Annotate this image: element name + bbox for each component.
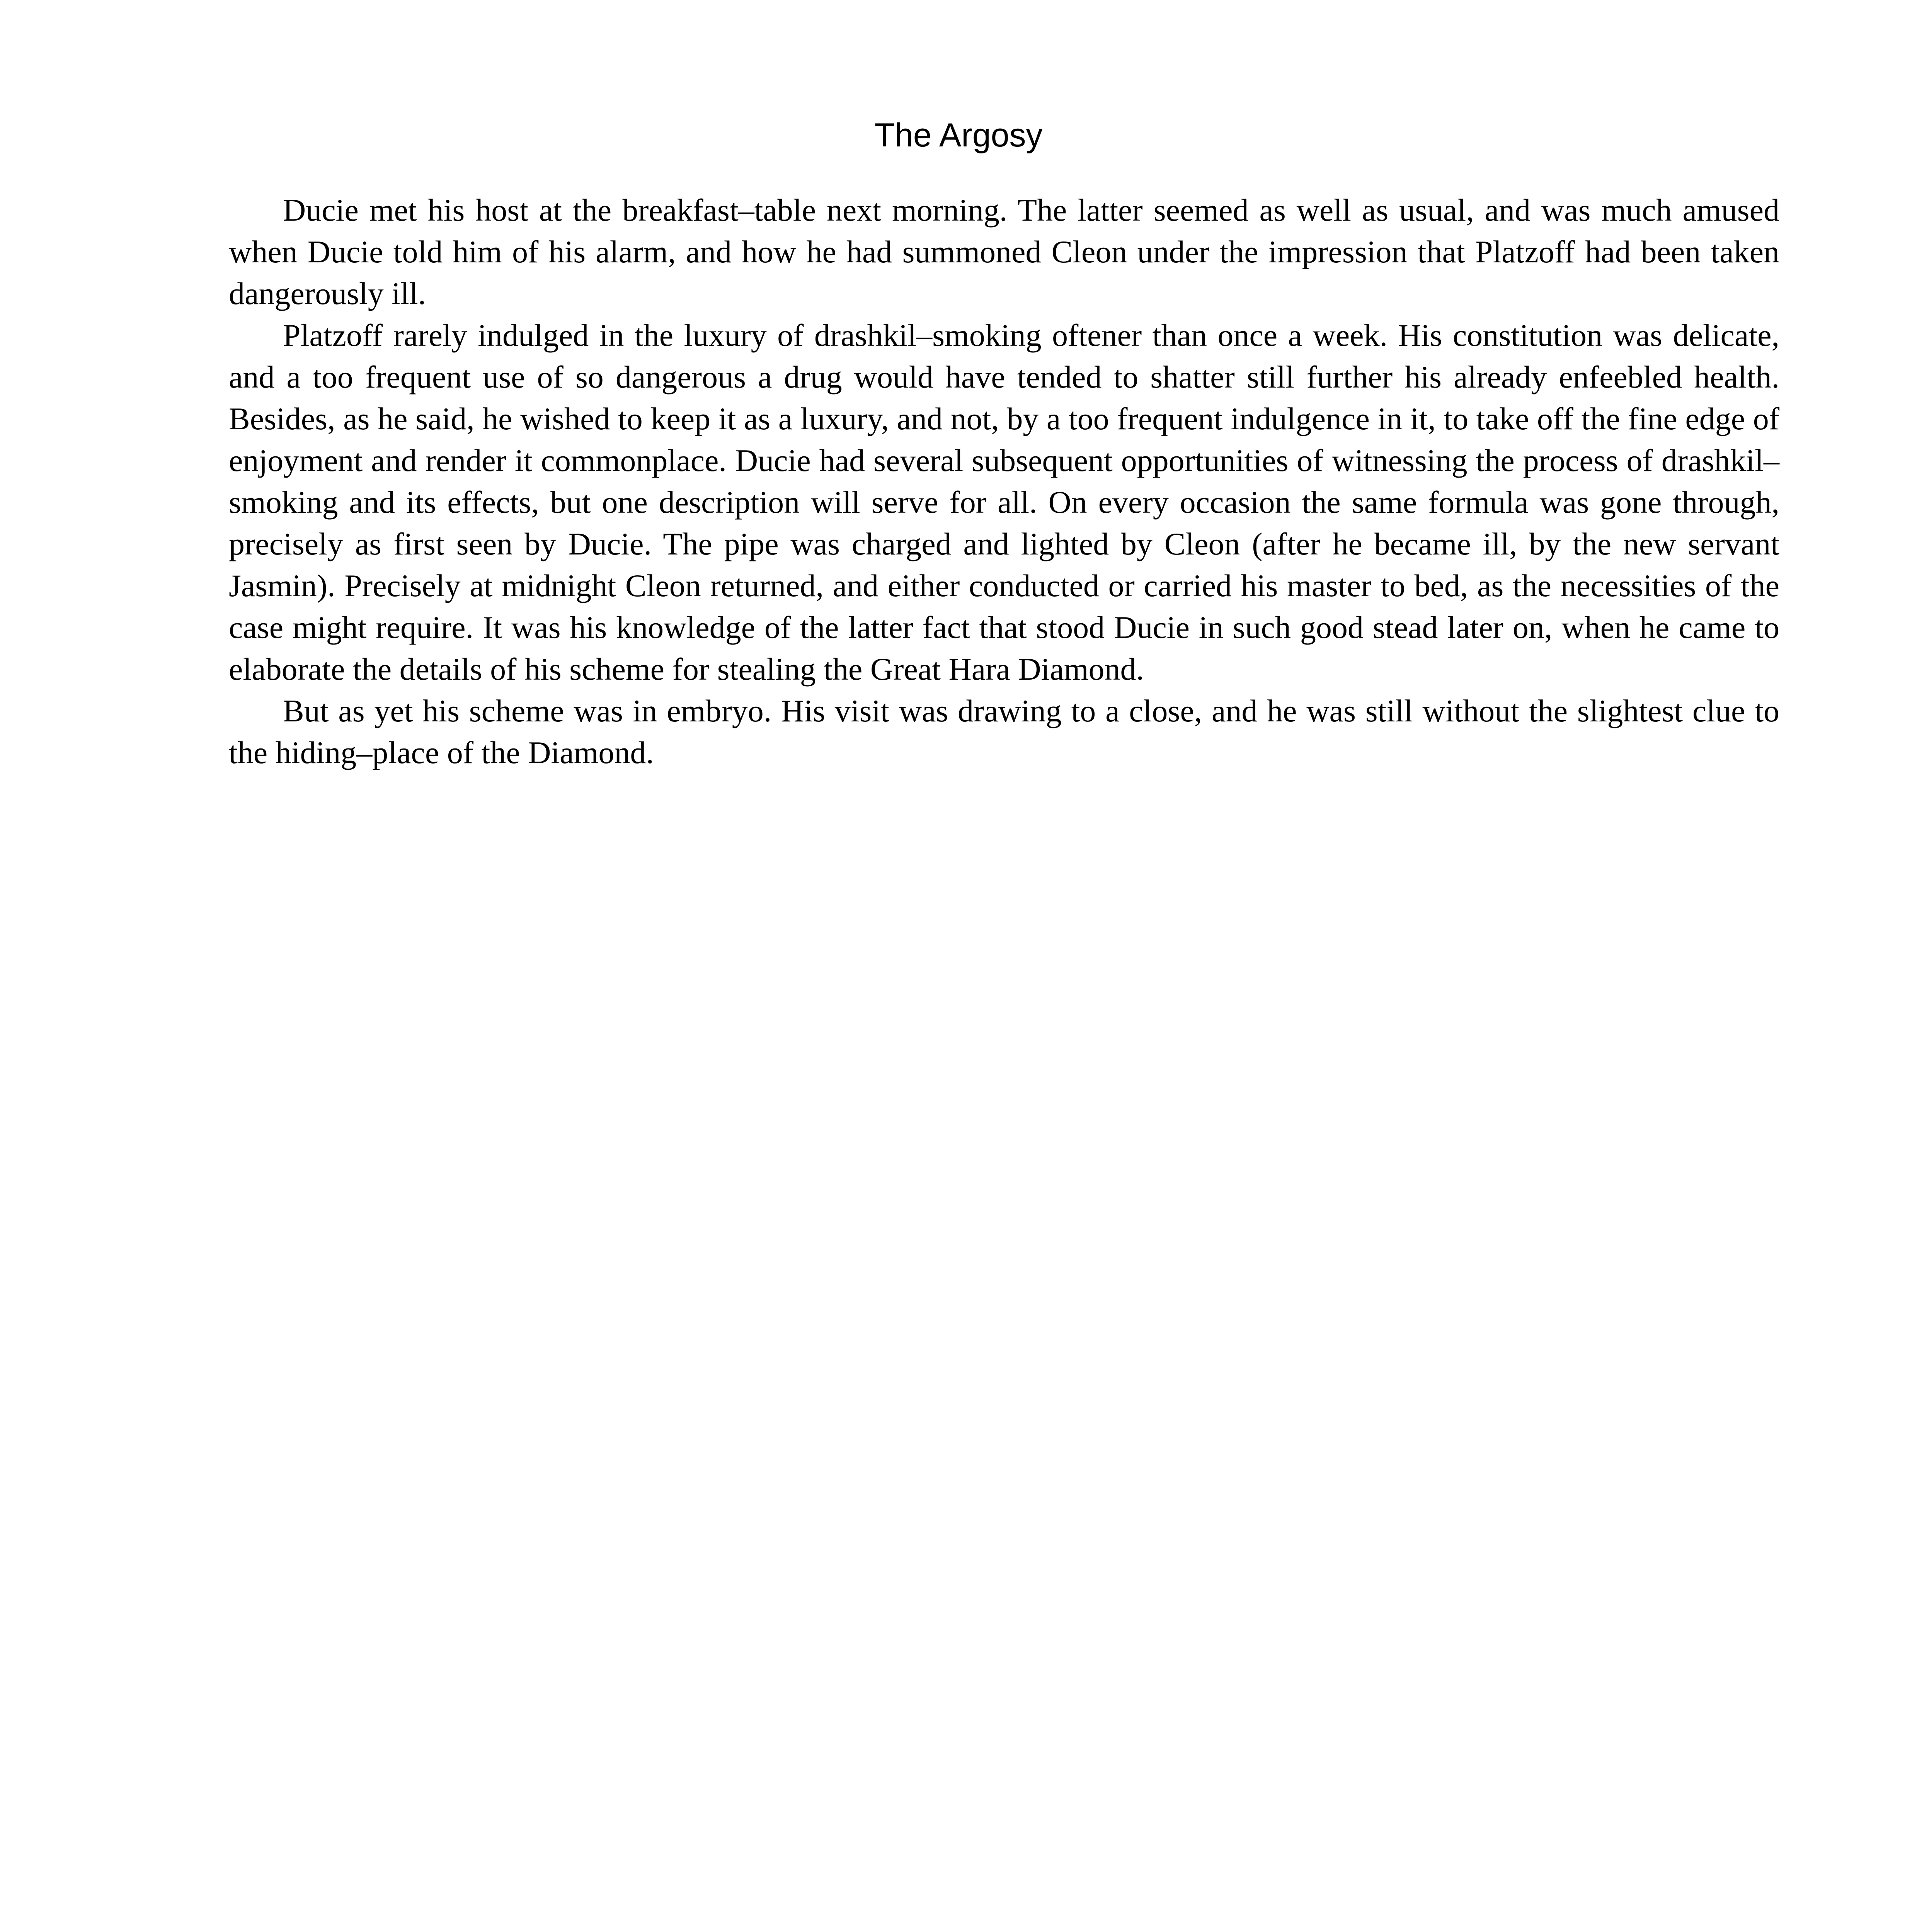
paragraph-1: Ducie met his host at the breakfast–table next morning. The latter seemed as well as usual, and was much amused when Ducie told him of his alarm, and how he had summoned Cleon under the impression that Platzoff had been taken dangerously ill. [229, 192, 1779, 311]
running-head: The Argosy [874, 117, 1043, 154]
paragraph-3: But as yet his scheme was in embryo. His visit was drawing to a close, and he was still without the slightest clue to the hiding–place of the Diamond. [229, 693, 1779, 770]
body-text [229, 189, 1779, 774]
paragraph-2: Platzoff rarely indulged in the luxury of drashkil–smoking oftener than once a week. His constitution was delicate, and a too frequent use of so dangerous a drug would have tended to shatter still further his already enfeebled health. Besides, as he said, he wished to keep it as a luxury, and not, by a too frequent indulgence in it, to take off the fine edge of enjoyment and render it commonplace. Ducie had several subsequent opportunities of witnessing the process of drashkil–smoking and its effects, but one description will serve for all. On every occasion the same formula was gone through, precisely as first seen by Ducie. The pipe was charged and lighted by Cleon (after he became ill, by the new servant Jasmin). Precisely at midnight Cleon returned, and either conducted or carried his master to bed, as the necessities of the case might require. It was his knowledge of the latter fact that stood Ducie in such good stead later on, when he came to elaborate the details of his scheme for stealing the Great Hara Diamond. [229, 318, 1779, 687]
